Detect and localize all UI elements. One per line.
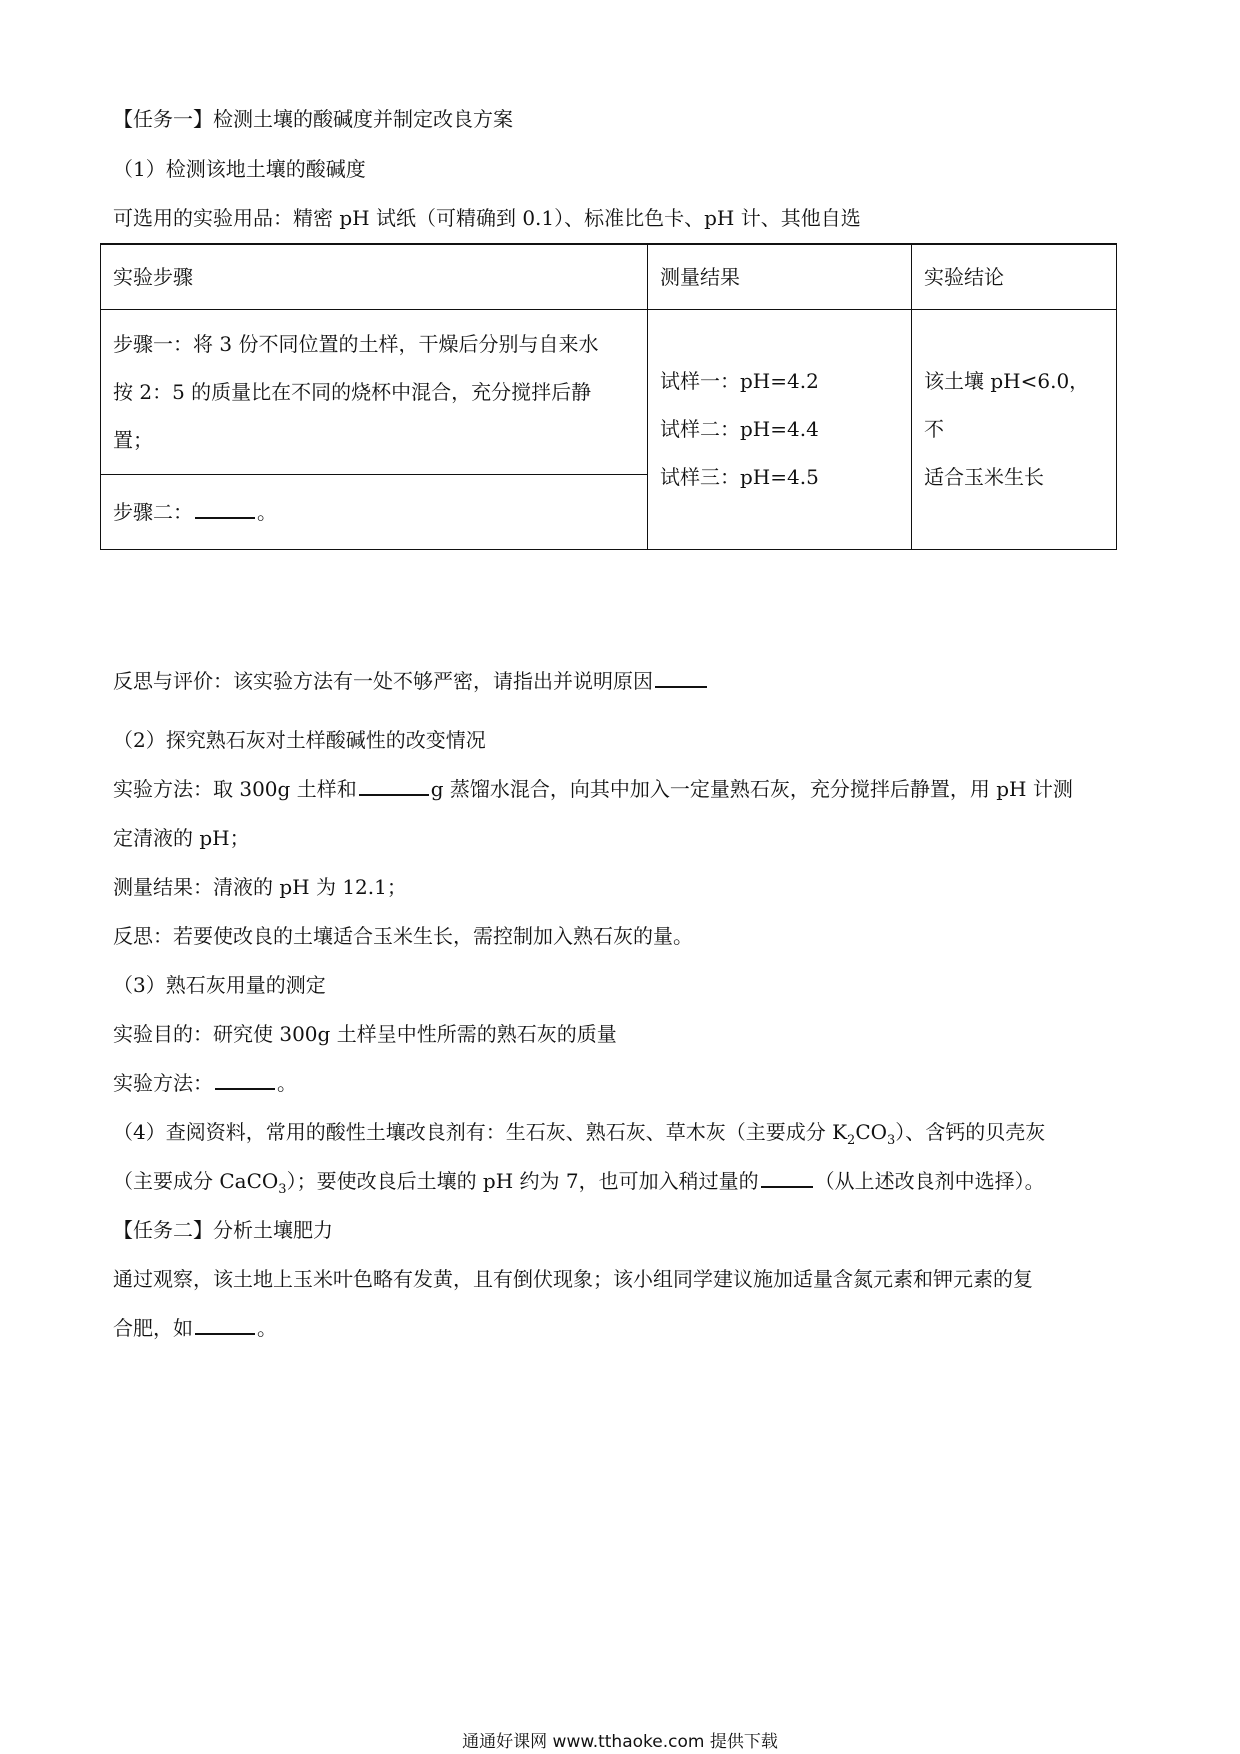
q3-method-blank[interactable]	[215, 1070, 275, 1090]
q2-method-a: 实验方法：取 300g 土样和	[113, 777, 357, 801]
step1-line-2: 按 2：5 的质量比在不同的烧杯中混合，充分搅拌后静	[113, 379, 592, 404]
task2-line-2	[113, 1314, 277, 1342]
step2-prefix: 步骤二：	[113, 499, 193, 524]
table-header-row	[101, 244, 1117, 309]
task2-line-1: 通过观察，该土地上玉米叶色略有发黄，且有倒伏现象；该小组同学建议施加适量含氮元素和钾元素的复	[113, 1267, 1033, 1291]
step2-suffix: 。	[257, 499, 277, 524]
task2-line2-suffix: 。	[257, 1316, 277, 1340]
water-mass-blank[interactable]	[359, 776, 429, 796]
q4-line2-sub: 3	[278, 1182, 287, 1197]
step1-line-1: 步骤一：将 3 份不同位置的土样，干燥后分别与自来水	[113, 331, 599, 356]
step2-cell	[101, 474, 648, 549]
fertilizer-answer-blank[interactable]	[195, 1315, 255, 1335]
q4-line1-sub1: 2	[847, 1133, 856, 1148]
q2-method-line	[113, 775, 1073, 803]
header-results: 测量结果	[648, 244, 912, 309]
experiment-table	[100, 243, 1117, 550]
table-row-step1	[101, 309, 1117, 474]
conclusion-cell	[912, 309, 1117, 549]
q4-line1-sub2: 3	[887, 1133, 896, 1148]
q2-reflect: 反思：若要使改良的土壤适合玉米生长，需控制加入熟石灰的量。	[113, 924, 693, 948]
header-steps: 实验步骤	[101, 244, 648, 309]
q4-line1-c: ）、含钙的贝壳灰	[895, 1120, 1046, 1144]
task1-heading: 【任务一】检测土壤的酸碱度并制定改良方案	[113, 107, 513, 131]
q3-method-line	[113, 1069, 297, 1097]
step1-line-3: 置；	[113, 427, 153, 452]
step1-cell	[101, 309, 648, 474]
q3-title: （3）熟石灰用量的测定	[113, 973, 326, 997]
page-footer: 通通好课网 www.tthaoke.com 提供下载	[462, 1732, 778, 1752]
q3-method-suffix: 。	[277, 1071, 297, 1095]
materials-text: 可选用的实验用品：精密 pH 试纸（可精确到 0.1）、标准比色卡、pH 计、其他自选	[113, 206, 861, 230]
q4-line2-c: （从上述改良剂中选择）。	[814, 1169, 1045, 1193]
reflection-line	[113, 667, 709, 695]
q4-line-2	[113, 1167, 1045, 1195]
header-conclusion: 实验结论	[912, 244, 1117, 309]
q2-result: 测量结果：清液的 pH 为 12.1；	[113, 875, 407, 899]
q3-method-prefix: 实验方法：	[113, 1071, 213, 1095]
q3-purpose: 实验目的：研究使 300g 土样呈中性所需的熟石灰的质量	[113, 1022, 617, 1046]
q4-answer-blank[interactable]	[761, 1168, 813, 1188]
result-sample-3: 试样三：pH=4.5	[660, 465, 819, 489]
result-sample-1: 试样一：pH=4.2	[660, 369, 819, 393]
q4-line-1	[113, 1118, 1045, 1146]
q4-line2-b: ）；要使改良后土壤的 pH 约为 7，也可加入稍过量的	[286, 1169, 759, 1193]
task2-heading: 【任务二】分析土壤肥力	[113, 1218, 333, 1242]
q4-line2-a: （主要成分 CaCO	[113, 1169, 279, 1193]
step2-answer-blank[interactable]	[195, 499, 255, 519]
q4-line1-b: CO	[855, 1120, 888, 1144]
task2-line2-prefix: 合肥，如	[113, 1316, 193, 1340]
reflection-text: 反思与评价：该实验方法有一处不够严密，请指出并说明原因	[113, 669, 653, 693]
conclusion-line-1: 该土壤 pH<6.0，不	[924, 369, 1090, 441]
q2-method-c: 定清液的 pH；	[113, 826, 250, 850]
result-sample-2: 试样二：pH=4.4	[660, 417, 819, 441]
reflection-answer-blank[interactable]	[655, 668, 707, 688]
conclusion-line-2: 适合玉米生长	[924, 465, 1044, 489]
q4-line1-a: （4）查阅资料，常用的酸性土壤改良剂有：生石灰、熟石灰、草木灰（主要成分 K	[113, 1120, 848, 1144]
q2-method-b: g 蒸馏水混合，向其中加入一定量熟石灰，充分搅拌后静置，用 pH 计测	[430, 777, 1073, 801]
q2-title: （2）探究熟石灰对土样酸碱性的改变情况	[113, 728, 486, 752]
q1-title: （1）检测该地土壤的酸碱度	[113, 157, 366, 181]
results-cell	[648, 309, 912, 549]
